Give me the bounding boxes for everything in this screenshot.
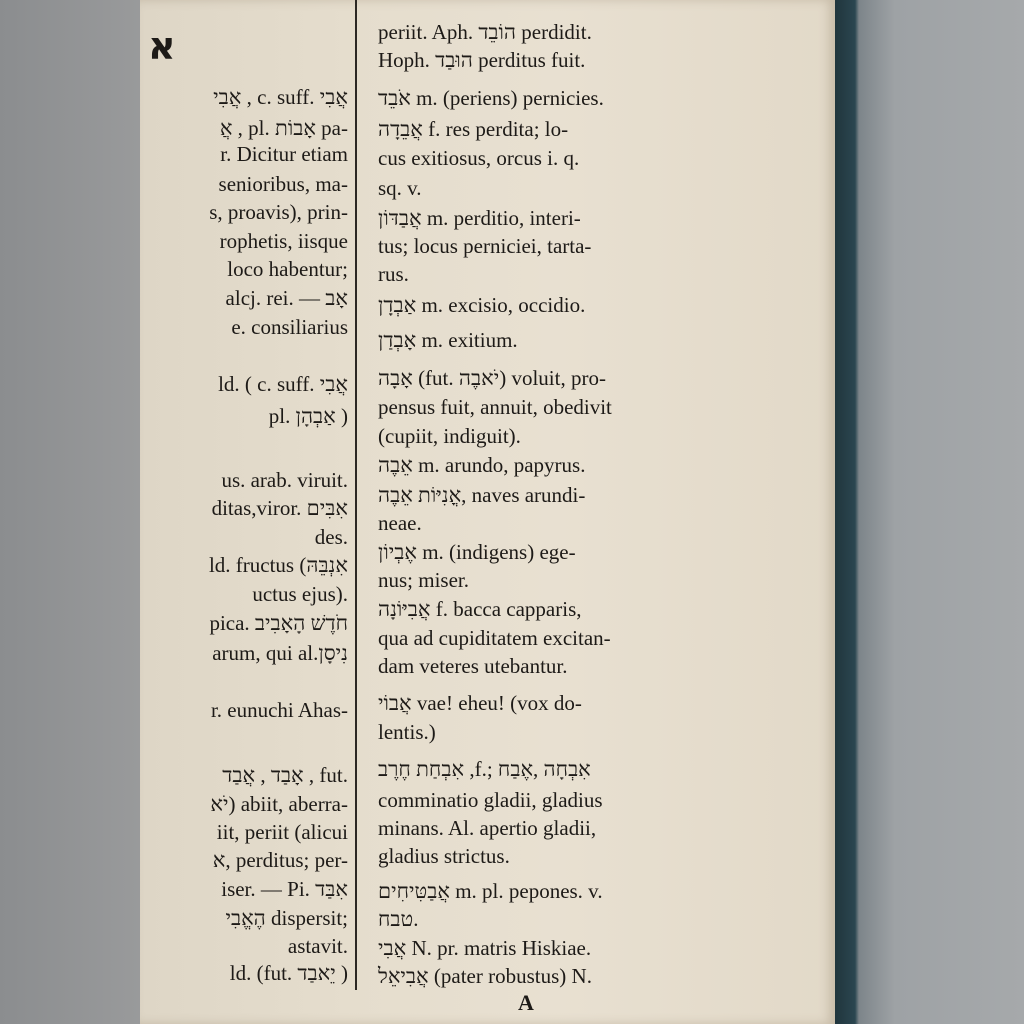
right-line: אֶבְיוֹן m. (indigens) ege- — [378, 540, 576, 564]
right-line: nus; miser. — [378, 568, 470, 592]
signature-mark: A — [518, 990, 534, 1015]
right-line: אֲבַטִּיחִים m. pl. pepones. v. — [378, 879, 603, 903]
left-line: senioribus, ma- — [218, 172, 348, 196]
left-line: rophetis, iisque — [219, 229, 348, 253]
right-line: periit. Aph. הוֹבֵד perdidit. — [378, 20, 592, 44]
right-line: neae. — [378, 511, 422, 535]
right-line: טבח. — [378, 907, 419, 931]
book-cover-edge — [835, 0, 1024, 1024]
right-line: אֲבִיּוֹנָה f. bacca capparis, — [378, 597, 582, 621]
left-line: יֹא) abiit, aberra- — [210, 792, 348, 816]
right-line: אֲבוֹי vae! eheu! (vox do- — [378, 691, 582, 715]
left-background — [0, 0, 150, 1024]
left-line: ld. ( c. suff. אֲבִי — [218, 372, 348, 396]
right-line: אֲבַדּוֹן m. perditio, interi- — [378, 206, 581, 230]
right-line: אִבְחַת חֶרֶב ,f.; אִבְחָה ,אֶבַח — [378, 757, 591, 781]
left-column — [140, 0, 352, 1000]
right-line: אַבְדָן m. excisio, occidio. — [378, 293, 586, 317]
right-line: cus exitiosus, orcus i. q. — [378, 146, 580, 170]
left-line: א, perditus; per- — [212, 848, 348, 872]
right-line: comminatio gladii, gladius — [378, 788, 603, 812]
right-line: gladius strictus. — [378, 844, 510, 868]
left-line: r. eunuchi Ahas- — [210, 698, 348, 722]
left-line: iit, periit (alicui — [216, 820, 348, 844]
left-line: s, proavis), prin- — [209, 200, 348, 224]
right-line: Hoph. הוּבַד perditus fuit. — [378, 48, 586, 72]
left-line: alcj. rei. — אָב — [225, 286, 348, 310]
left-line: iser. — Pi. אִבַּד — [221, 877, 348, 901]
left-line: e. consiliarius — [231, 315, 348, 339]
right-line: lentis.) — [378, 720, 436, 744]
right-line: אֲבִיאֵל (pater robustus) N. — [378, 964, 592, 988]
right-line: sq. v. — [378, 176, 422, 200]
right-line: pensus fuit, annuit, obedivit — [378, 395, 612, 419]
left-line: אֲבִי , c. suff. אֲבִי — [213, 85, 348, 109]
right-line: tus; locus perniciei, tarta- — [378, 234, 592, 258]
right-line: qua ad cupiditatem excitan- — [378, 626, 611, 650]
right-line: dam veteres utebantur. — [378, 654, 568, 678]
left-line: ld. (fut. יֵאבַד ) — [229, 961, 348, 985]
left-line: r. Dicitur etiam — [220, 142, 348, 166]
right-line: אֵבֶה m. arundo, papyrus. — [378, 453, 586, 477]
left-line: ditas,viror. אִבִּים — [211, 496, 348, 520]
right-line: (cupiit, indiguit). — [378, 424, 521, 448]
left-line: הֶאֱבִי dispersit; — [225, 906, 348, 930]
right-column — [372, 0, 722, 1000]
left-line: pica. חֹדֶשׁ הָאָבִיב — [209, 611, 348, 635]
right-line: rus. — [378, 262, 409, 286]
right-line: אָבָה (fut. יֹאבֶה) voluit, pro- — [378, 366, 606, 390]
right-line: אֲבֵדָה f. res perdita; lo- — [378, 117, 569, 141]
left-line: uctus ejus). — [252, 582, 348, 606]
left-line: loco habentur; — [227, 257, 348, 281]
left-line: arum, qui al.נִיסָן — [212, 641, 348, 665]
header-letter: א — [148, 24, 176, 68]
left-line: astavit. — [287, 934, 348, 958]
right-line: אֹבֵד m. (periens) pernicies. — [378, 86, 604, 110]
left-line: ld. fructus (אִנְבֵּהּ — [208, 553, 348, 577]
right-line: אֲבִי N. pr. matris Hiskiae. — [378, 936, 592, 960]
left-line: אָבַד , אֲבַד , fut. — [222, 763, 348, 787]
right-line: אֳנִיּוֹת אֵבֶה, naves arundi- — [378, 483, 586, 507]
left-line: אֲ , pl. אָבוֹת pa- — [219, 116, 348, 140]
left-line: us. arab. viruit. — [221, 468, 348, 492]
column-divider — [355, 0, 357, 990]
right-line: אָבְדַן m. exitium. — [378, 328, 518, 352]
right-line: minans. Al. apertio gladii, — [378, 816, 597, 840]
left-line: des. — [314, 525, 348, 549]
left-line: pl. אַבְהָן ) — [268, 404, 348, 428]
